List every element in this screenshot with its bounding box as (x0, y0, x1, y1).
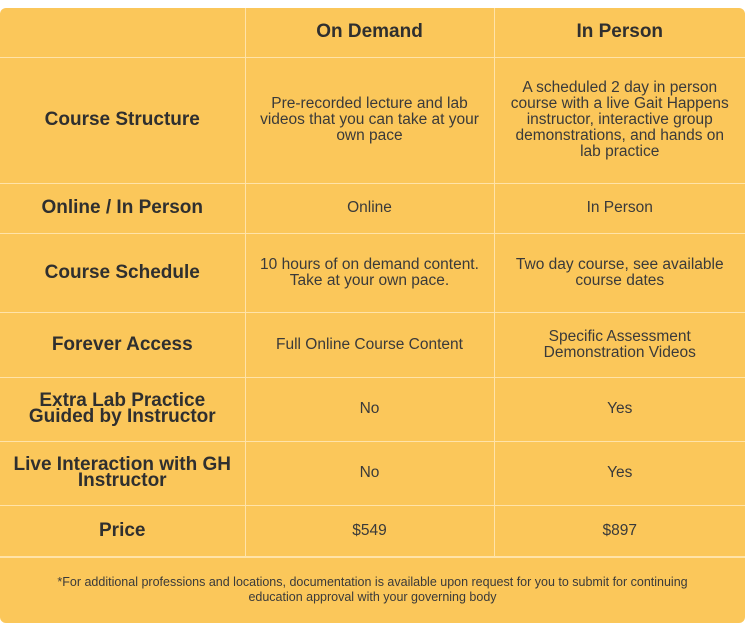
comparison-card (0, 8, 745, 623)
footnote: *For additional professions and locations, documentation is available upon request for you to submit for continuing education approval with your governing body (0, 557, 745, 623)
in-person-cell: Specific Assessment Demonstration Videos (494, 312, 745, 377)
row-live-interaction (0, 441, 745, 505)
on-demand-cell: Full Online Course Content (245, 312, 494, 377)
on-demand-cell: No (245, 377, 494, 441)
row-price (0, 505, 745, 556)
in-person-cell: In Person (494, 183, 745, 233)
course-comparison-table (0, 8, 745, 557)
on-demand-price: $549 (245, 505, 494, 556)
on-demand-cell: No (245, 441, 494, 505)
row-extra-lab-practice (0, 377, 745, 441)
in-person-cell: Two day course, see available course dates (494, 233, 745, 312)
row-course-structure (0, 57, 745, 183)
on-demand-cell: 10 hours of on demand content. Take at your own pace. (245, 233, 494, 312)
row-label: Online / In Person (0, 183, 245, 233)
row-label: Live Interaction with GH Instructor (0, 441, 245, 505)
on-demand-cell: Pre-recorded lecture and lab videos that you can take at your own pace (245, 57, 494, 183)
row-label: Course Schedule (0, 233, 245, 312)
on-demand-cell: Online (245, 183, 494, 233)
header-row (0, 8, 745, 57)
header-in-person: In Person (494, 8, 745, 57)
row-label: Forever Access (0, 312, 245, 377)
in-person-cell: Yes (494, 377, 745, 441)
in-person-cell: Yes (494, 441, 745, 505)
in-person-cell: A scheduled 2 day in person course with a live Gait Happens instructor, interactive group demonstrations, and hands on lab practice (494, 57, 745, 183)
row-label: Price (0, 505, 245, 556)
in-person-price: $897 (494, 505, 745, 556)
row-forever-access (0, 312, 745, 377)
row-label: Extra Lab Practice Guided by Instructor (0, 377, 245, 441)
row-label: Course Structure (0, 57, 245, 183)
row-course-schedule (0, 233, 745, 312)
header-on-demand: On Demand (245, 8, 494, 57)
row-online-in-person (0, 183, 745, 233)
header-empty-cell (0, 8, 245, 57)
